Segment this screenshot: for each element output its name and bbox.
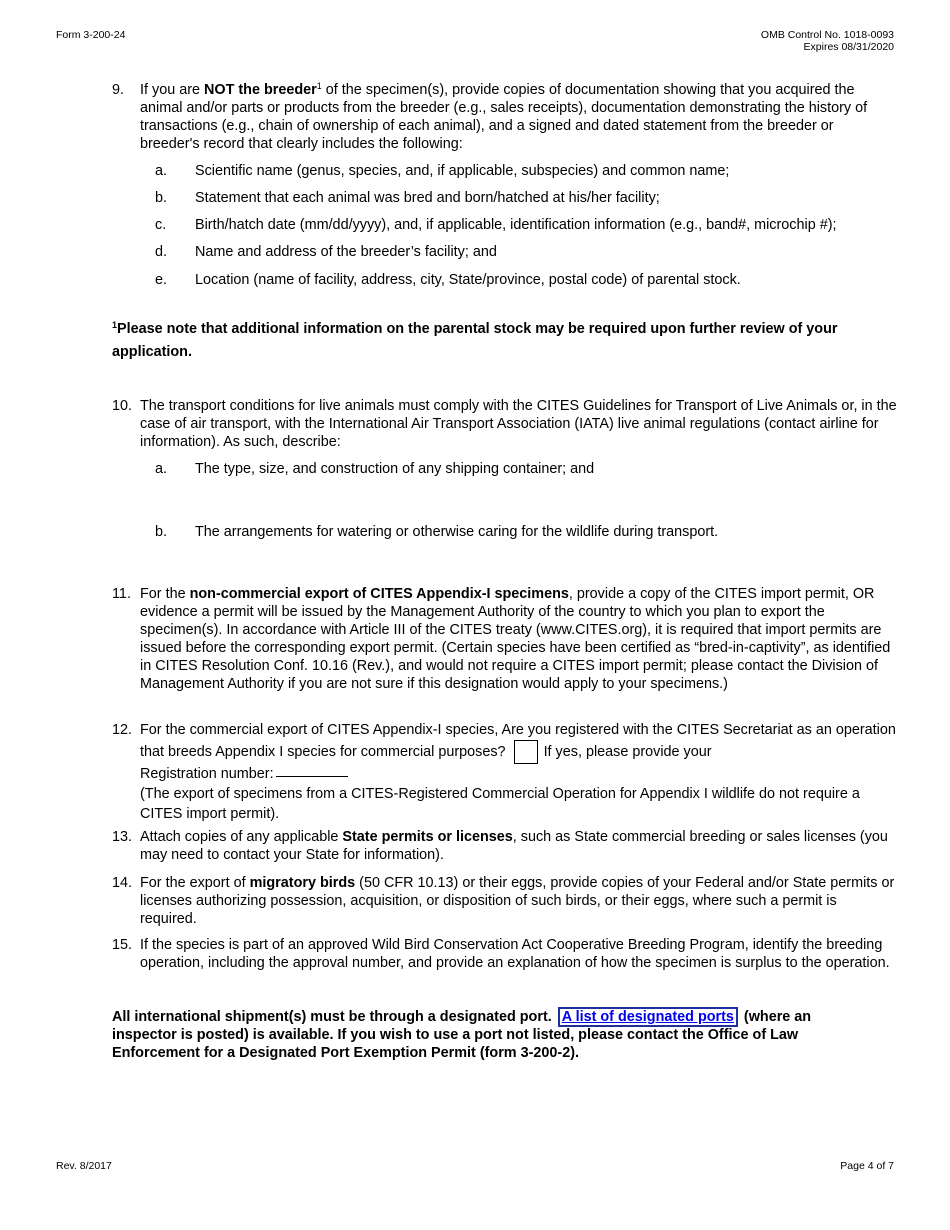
item-13 bbox=[112, 828, 897, 864]
footnote: $^1$Please note that additional information on the parental stock may be required upon further review of your application. bbox=[112, 320, 838, 360]
item-10-sub-a: a. The type, size, and construction of any shipping container; and bbox=[155, 461, 595, 477]
item-number: 11. bbox=[112, 586, 131, 602]
omb-control-number: OMB Control No. 1018-0093 bbox=[760, 29, 894, 41]
item-9-sub-b: b. Statement that each animal was bred and born/hatched at his/her facility; bbox=[155, 190, 660, 206]
item-number: 12. bbox=[112, 722, 133, 738]
expiration-date: Expires 08/31/2020 bbox=[803, 41, 894, 53]
form-number: Form 3-200-24 bbox=[56, 29, 126, 41]
registered-checkbox[interactable] bbox=[514, 740, 538, 764]
item-14 bbox=[112, 874, 897, 928]
revision-date: Rev. 8/2017 bbox=[56, 1160, 112, 1172]
item-text: If the species is part of an approved Wild Bird Conservation Act Cooperative Breeding Program, identify the breeding operation, including the approval number, and provide an explanation of how the specimen is surplus to the operation. bbox=[140, 937, 890, 971]
item-15 bbox=[112, 936, 897, 972]
item-text: Attach copies of any applicable State permits or licenses, such as State commercial breeding or sales licenses (you may need to contact your State for information). bbox=[140, 829, 888, 863]
item-10-sub-b: b. The arrangements for watering or otherwise caring for the wildlife during transport. bbox=[155, 524, 719, 540]
item-9 bbox=[112, 81, 897, 153]
item-number: 9. bbox=[112, 82, 125, 98]
item-text: If you are NOT the breeder$^1$ of the specimen(s), provide copies of documentation showing that you acquired the animal and/or parts or products from the breeder (e.g., sales receipts), documentation demonstrating the history of transactions (e.g., chain of ownership of each animal), and a signed and dated statement from the breeder or breeder's record that clearly includes the following: bbox=[140, 81, 868, 152]
item-text: For the non-commercial export of CITES Appendix-I specimens, provide a copy of the CITES import permit, OR evidence a permit will be issued by the Management Authority of the country to which you plan to export the specimen(s). In accordance with Article III of the CITES treaty (www.CITES.org), it is required that import permits are issued before the corresponding export permit. (Certain species have been certified as “bred-in-captivity”, as identified in CITES Resolution Conf. 10.16 (Rev.), and would not require a CITES import permit; please contact the Division of Management Authority if you are not sure if this designation would apply to your specimens.) bbox=[140, 586, 891, 692]
item-11 bbox=[112, 585, 897, 693]
item-12 bbox=[112, 720, 897, 824]
item-text: For the commercial export of CITES Appendix-I species, Are you registered with the CITES Secretariat as an operation that breeds Appendix I species for commercial purposes? If yes, please provide your Registration number: (The export of specimens from a CITES-Registered Commercial Operation for Appendix I wildlife do not require a CITES import permit). bbox=[140, 722, 896, 822]
item-9-sub-a: a. Scientific name (genus, species, and, if applicable, subspecies) and common name; bbox=[155, 163, 730, 179]
item-number: 10. bbox=[112, 398, 133, 414]
designated-port-notice: All international shipment(s) must be through a designated port. A list of designated ports (where an inspector is posted) is available. If you wish to use a port not listed, please contact the Office of Law Enforcement for a Designated Port Exemption Permit (form 3-200-2). bbox=[112, 1009, 812, 1061]
item-number: 13. bbox=[112, 829, 133, 845]
item-text: For the export of migratory birds (50 CFR 10.13) or their eggs, provide copies of your Federal and/or State permits or licenses authorizing possession, acquisition, or disposition of such birds, or their eggs, where such a permit is required. bbox=[140, 875, 895, 927]
item-9-sub-c: c. Birth/hatch date (mm/dd/yyyy), and, if applicable, identification information (e.g., band#, microchip #); bbox=[155, 217, 837, 233]
item-text: The transport conditions for live animals must comply with the CITES Guidelines for Transport of Live Animals or, in the case of air transport, with the International Air Transport Association (IATA) live animal regulations (contact airline for information). As such, describe: bbox=[140, 398, 897, 450]
designated-ports-link[interactable]: A list of designated ports bbox=[558, 1007, 738, 1027]
page-number: Page 4 of 7 bbox=[840, 1160, 894, 1172]
item-9-sub-e: e. Location (name of facility, address, city, State/province, postal code) of parental stock. bbox=[155, 272, 741, 288]
registration-number-field[interactable] bbox=[276, 764, 348, 777]
item-number: 15. bbox=[112, 937, 133, 953]
omb-info bbox=[761, 29, 894, 53]
item-10 bbox=[112, 397, 897, 451]
item-number: 14. bbox=[112, 875, 133, 891]
item-9-sub-d: d. Name and address of the breeder’s facility; and bbox=[155, 244, 497, 260]
